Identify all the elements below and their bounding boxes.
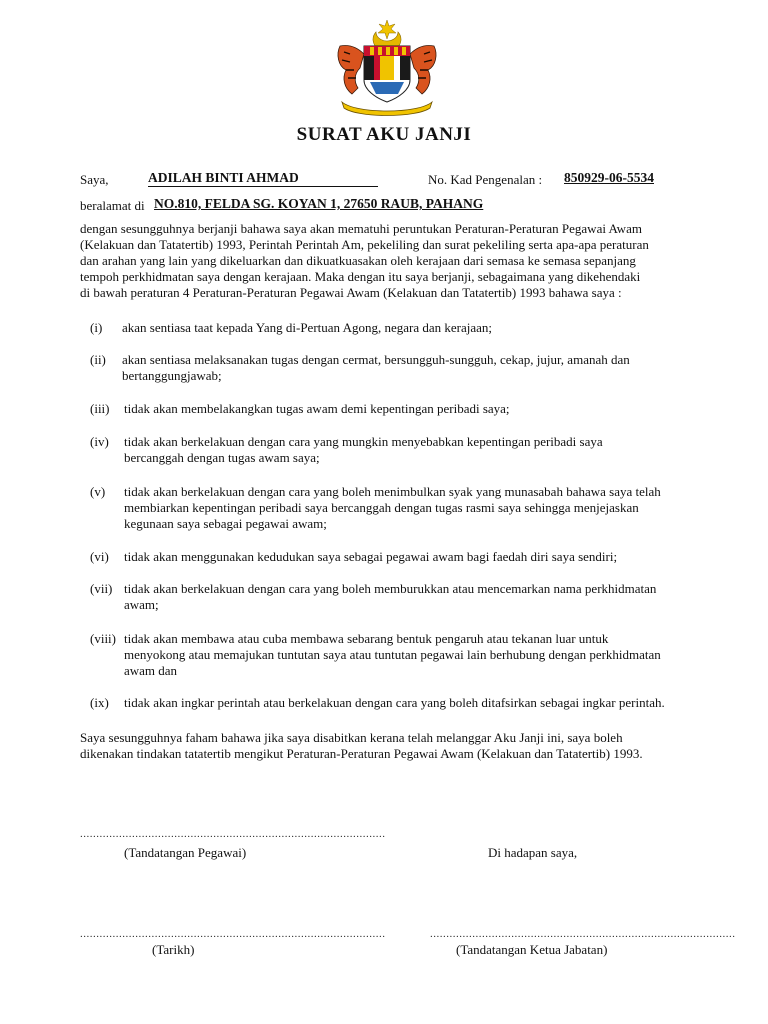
officer-signature-line: ..............................................................................................	[80, 828, 386, 840]
intro-line: di bawah peraturan 4 Peraturan-Peraturan Pegawai Awam (Kelakuan dan Tatatertib) 1993 bahawa saya :	[80, 285, 622, 300]
item-number: (iv)	[90, 434, 109, 449]
item-number: (vi)	[90, 549, 109, 564]
item-text: tidak akan membelakangkan tugas awam demi kepentingan peribadi saya;	[124, 401, 510, 416]
item-text: tidak akan ingkar perintah atau berkelakuan dengan cara yang boleh ditafsirkan sebagai ingkar perintah.	[124, 695, 665, 710]
declarant-address: NO.810, FELDA SG. KOYAN 1, 27650 RAUB, PAHANG	[154, 196, 484, 211]
item-text: tidak akan berkelakuan dengan cara yang mungkin menyebabkan kepentingan peribadi saya	[124, 434, 603, 449]
document-title: SURAT AKU JANJI	[296, 124, 472, 145]
list-item	[0, 581, 768, 613]
saya-label: Saya,	[80, 172, 109, 187]
intro-paragraph	[80, 221, 700, 301]
item-text: bertanggungjawab;	[122, 368, 222, 383]
date-line: ..............................................................................................	[80, 928, 386, 940]
list-item	[0, 549, 768, 565]
date-label: (Tarikh)	[152, 942, 195, 957]
item-text: tidak akan membawa atau cuba membawa sebarang bentuk pengaruh atau tekanan luar untuk	[124, 631, 609, 646]
item-number: (v)	[90, 484, 106, 499]
item-text: akan sentiasa melaksanakan tugas dengan cermat, bersungguh-sungguh, cekap, jujur, amanah dan	[122, 352, 630, 367]
ic-number: 850929-06-5534	[564, 170, 654, 185]
item-text: tidak akan berkelakuan dengan cara yang boleh menimbulkan syak yang munasabah bahawa saya telah	[124, 484, 661, 499]
before-me-label: Di hadapan saya,	[488, 845, 578, 860]
item-number: (viii)	[90, 631, 116, 646]
item-text: akan sentiasa taat kepada Yang di-Pertuan Agong, negara dan kerajaan;	[122, 320, 493, 335]
intro-line: dengan sesungguhnya berjanji bahawa saya akan mematuhi peruntukan Peraturan-Peraturan Pegawai Awam	[80, 221, 642, 236]
item-text: awam dan	[124, 663, 178, 678]
item-number: (i)	[90, 320, 103, 335]
item-number: (iii)	[90, 401, 110, 416]
item-text: bercanggah dengan tugas awam saya;	[124, 450, 320, 465]
list-item	[0, 320, 768, 336]
list-item	[0, 695, 768, 711]
item-number: (vii)	[90, 581, 113, 596]
item-number: (ix)	[90, 695, 109, 710]
list-item	[0, 352, 768, 384]
declarant-name: ADILAH BINTI AHMAD	[148, 170, 378, 187]
item-text: membiarkan kepentingan peribadi saya bercanggah dengan tugas rasmi saya sehingga menjejaskan	[124, 500, 639, 515]
list-item	[0, 631, 768, 679]
intro-line: (Kelakuan dan Tatatertib) 1993, Perintah Perintah Am, pekeliling dan surat pekeliling serta apa-apa peraturan	[80, 237, 649, 252]
head-signature-line: ..............................................................................................	[430, 928, 736, 940]
list-item	[0, 401, 768, 417]
list-item	[0, 434, 768, 466]
intro-line: dan arahan yang lain yang dikeluarkan dan dikuatkuasakan oleh kerajaan dari semasa ke semasa sepanjang	[80, 253, 636, 268]
address-label: beralamat di	[80, 198, 145, 213]
item-text: tidak akan berkelakuan dengan cara yang boleh memburukkan atau mencemarkan nama perkhidmatan	[124, 581, 657, 596]
item-text: awam;	[124, 597, 159, 612]
closing-paragraph	[80, 730, 700, 762]
list-item	[0, 484, 768, 532]
ic-label: No. Kad Pengenalan :	[428, 172, 543, 187]
head-signature-label: (Tandatangan Ketua Jabatan)	[456, 942, 608, 957]
intro-line: tempoh perkhidmatan saya dengan kerajaan. Maka dengan itu saya berjanji, sebagaimana yang dikehendaki	[80, 269, 641, 284]
item-number: (ii)	[90, 352, 106, 367]
malaysia-coat-of-arms-logo	[326, 18, 448, 118]
officer-signature-label: (Tandatangan Pegawai)	[124, 845, 247, 860]
item-text: kegunaan saya sebagai pegawai awam;	[124, 516, 327, 531]
item-text: tidak akan menggunakan kedudukan saya sebagai pegawai awam bagi faedah diri saya sendiri;	[124, 549, 618, 564]
closing-line: Saya sesungguhnya faham bahawa jika saya disabitkan kerana telah melanggar Aku Janji ini, saya boleh	[80, 730, 623, 745]
closing-line: dikenakan tindakan tatatertib mengikut Peraturan-Peraturan Pegawai Awam (Kelakuan dan Tatatertib) 1993.	[80, 746, 643, 761]
item-text: menyokong atau memajukan tuntutan saya atau tuntutan pegawai lain berhubung dengan perkhidmatan	[124, 647, 661, 662]
